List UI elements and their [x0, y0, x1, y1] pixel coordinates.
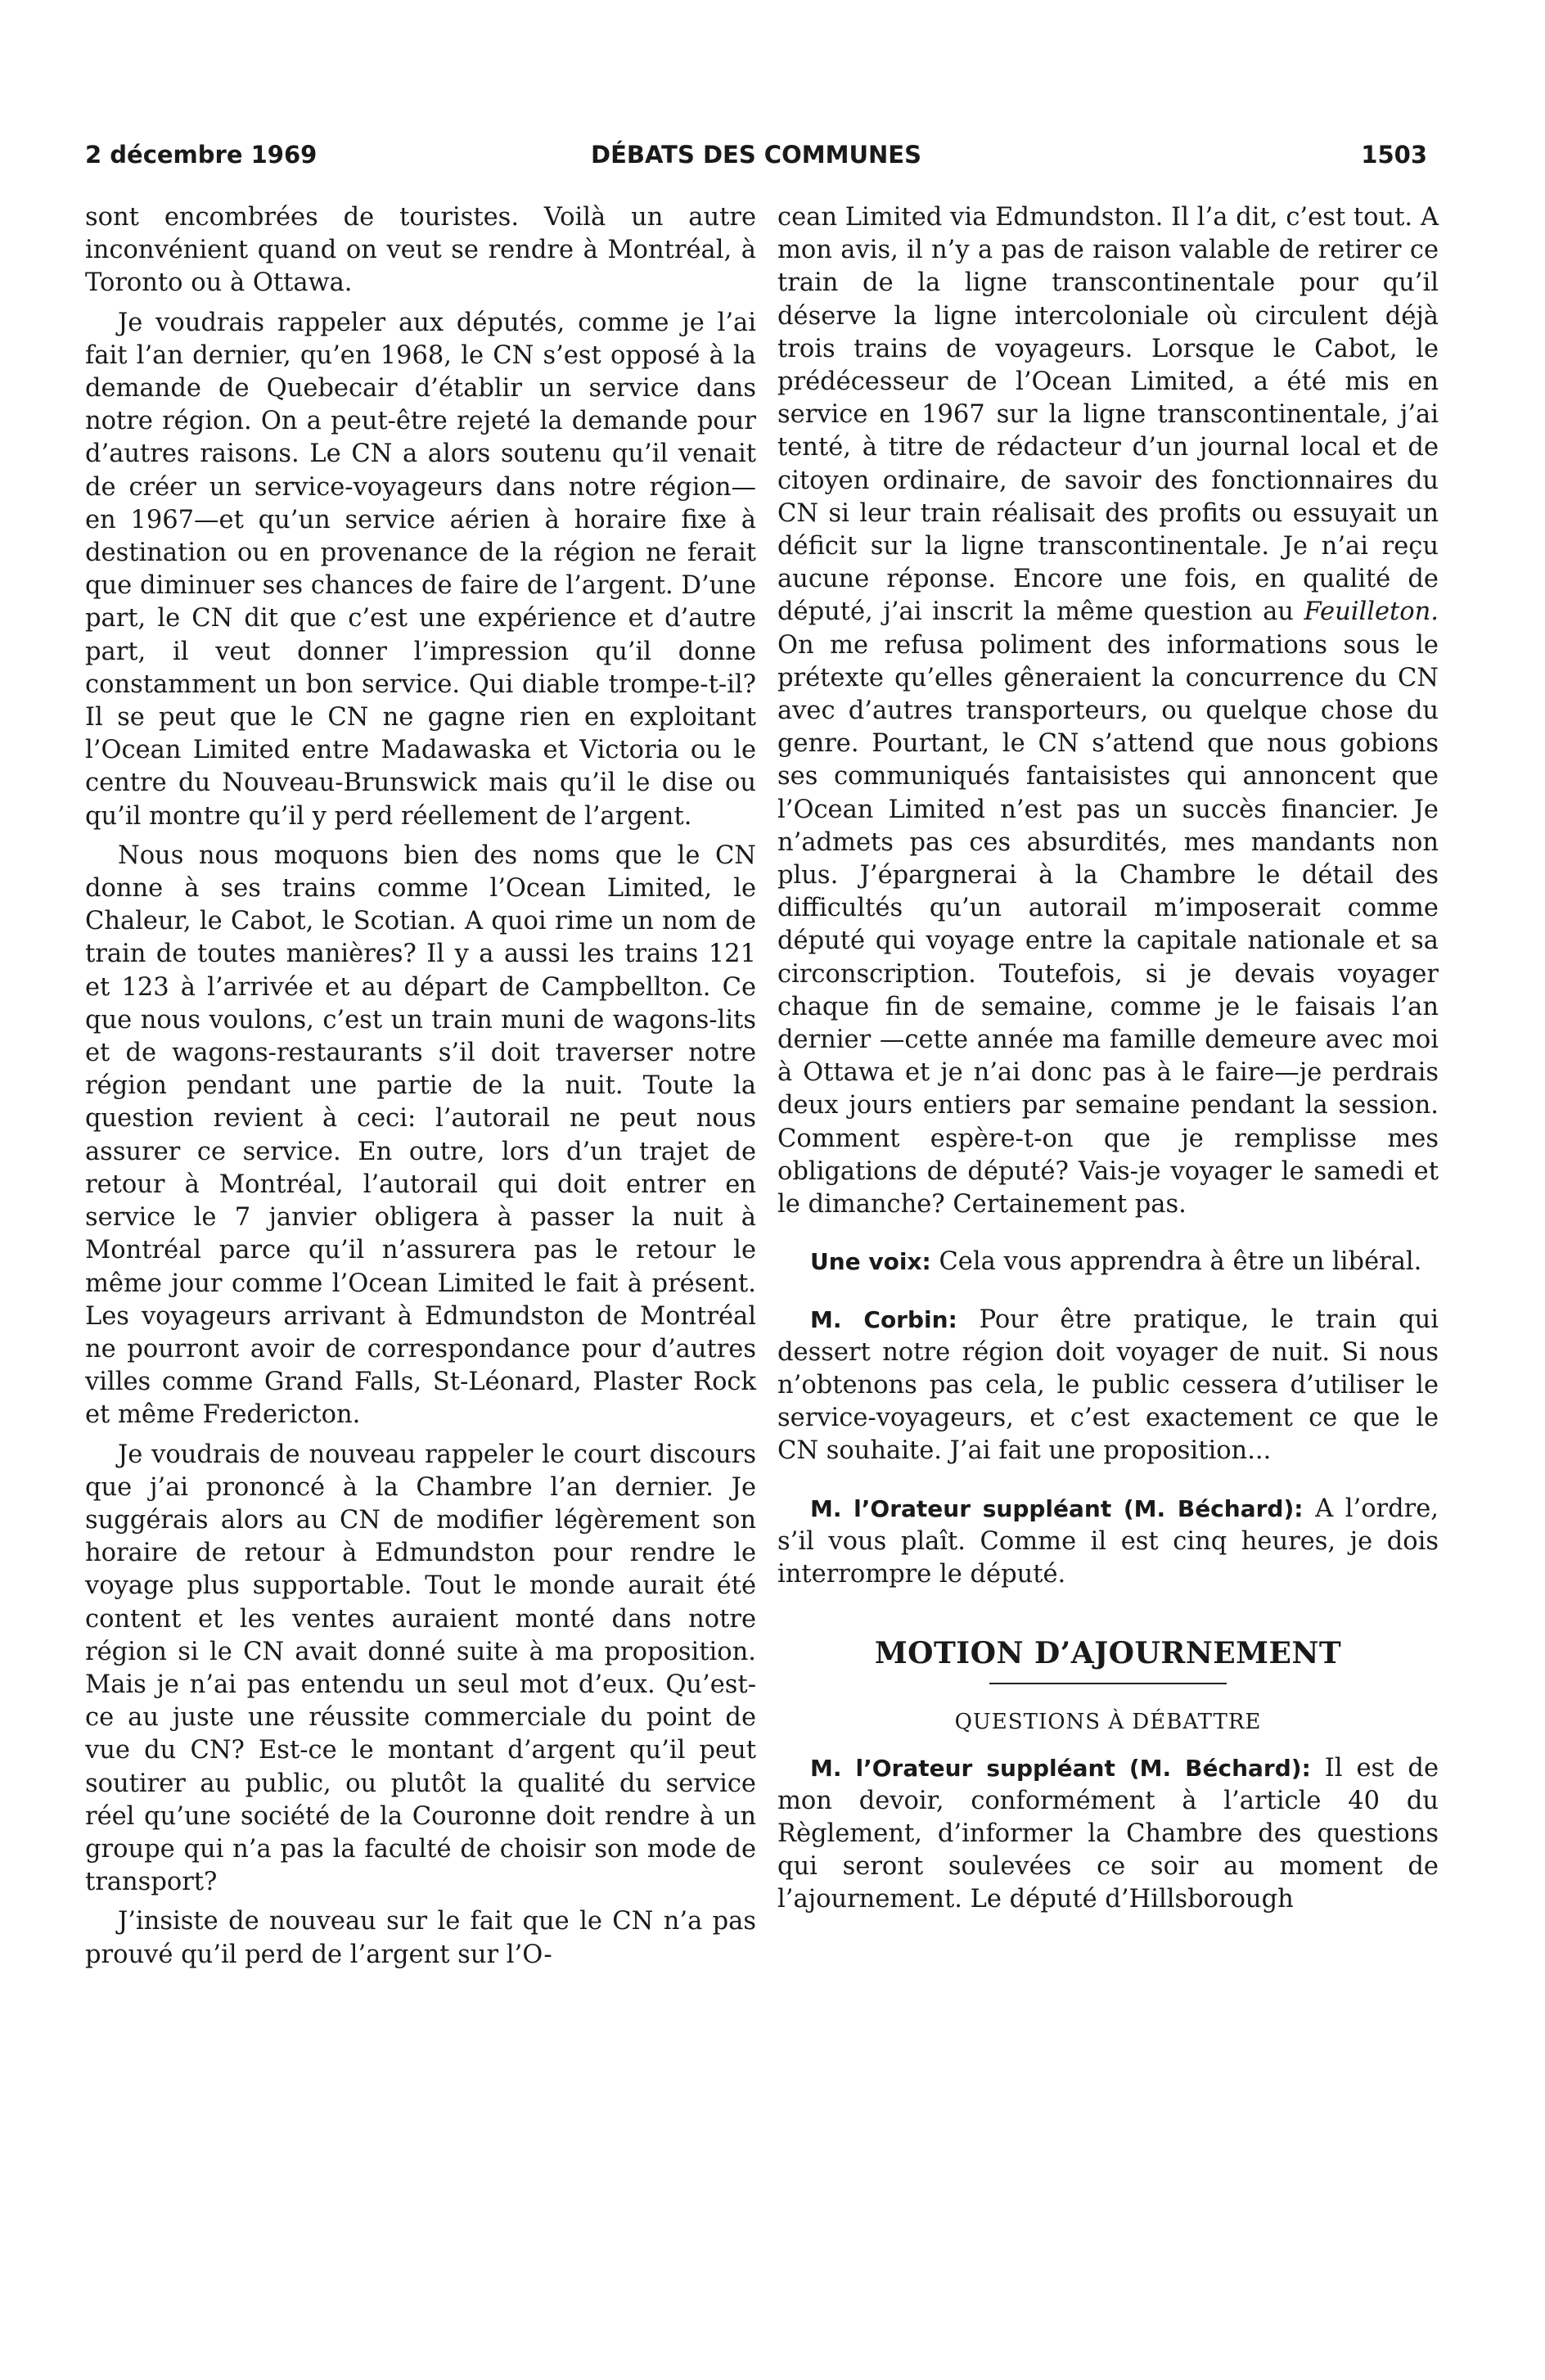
paragraph: J’insiste de nouveau sur le fait que le CN n’a pas prouvé qu’il perd de l’argent sur l’O-: [85, 1907, 756, 1969]
paragraph-text: On me refusa poliment des informations sous le prétexte qu’elles gêneraient la concurrence du CN avec d’autres transporteurs, ou quelque chose du genre. Pourtant, le CN s’attend que nous gobions ses communiqués fantaisistes qui annoncent que l’Ocean Limited n’est pas un succès financier. Je n’admets pas ces absurdités, mes mandants non plus. J’épargnerai à la Chambre le détail des difficultés qu’un autorail m’imposerait comme député qui voyage entre la capitale nationale et sa circonscription. Toutefois, si je devais voyager chaque fin de semaine, comme je le faisais l’an dernier —cette année ma famille demeure avec moi à Ottawa et je n’ai donc pas à le faire—je perdrais deux jours entiers par semaine pendant la session. Comment espère-t-on que je remplisse mes obligations de député? Vais-je voyager le samedi et le dimanche? Certainement pas.: [777, 630, 1439, 1219]
header-date: 2 décembre 1969: [85, 141, 318, 169]
header-title: DÉBATS DES COMMUNES: [591, 141, 921, 169]
speaker-name: M. l’Orateur suppléant (M. Béchard):: [810, 1494, 1304, 1522]
paragraph: Je voudrais de nouveau rappeler le court discours que j’ai prononcé à la Chambre l’an dernier. Je suggérais alors au CN de modifier légèrement son horaire de retour à Edmundston pour rendre le voyage plus supportable. Tout le monde aurait été content et les ventes auraient monté dans notre région si le CN avait donné suite à ma proposition. Mais je n’ai pas entendu un seul mot d’eux. Qu’est-ce au juste une réussite commerciale du point de vue du CN? Est-ce le montant d’argent qu’il peut soutirer au public, ou plutôt la qualité du service réel qu’une société de la Couronne doit rendre à un groupe qui n’a pas la faculté de choisir son mode de transport?: [85, 1440, 756, 1897]
subheading: QUESTIONS À DÉBATTRE: [954, 1710, 1262, 1735]
motion-heading: MOTION D’AJOURNEMENT: [874, 1636, 1342, 1671]
speech: [777, 1246, 1439, 1278]
speech-text: Il est de mon devoir, conformément à l’article 40 du Règlement, d’informer la Chambre des questions qui seront soulevées ce soir au moment de l’ajournement. Le député d’Hillsborough: [777, 1753, 1439, 1914]
paragraph: sont encombrées de touristes. Voilà un autre inconvénient quand on veut se rendre à Montréal, à Toronto ou à Ottawa.: [85, 203, 756, 298]
paragraph-text: cean Limited via Edmundston. Il l’a dit, c’est tout. A mon avis, il n’y a pas de raison valable de retirer ce train de la ligne transcontinentale pour qu’il déserve la ligne intercoloniale où circulent déjà trois trains de voyageurs. Lorsque le Cabot, le prédécesseur de l’Ocean Limited, a été mis en service en 1967 sur la ligne transcontinentale, j’ai tenté, à titre de rédacteur d’un journal local et de citoyen ordinaire, de savoir des fonctionnaires du CN si leur train réalisait des profits ou essuyait un déficit sur la ligne transcontinentale. Je n’ai reçu aucune réponse. Encore une fois, en qualité de député, j’ai inscrit la même question au: [777, 203, 1439, 627]
paragraph: Je voudrais rappeler aux députés, comme je l’ai fait l’an dernier, qu’en 1968, le CN s’est opposé à la demande de Quebecair d’établir un service dans notre région. On a peut-être rejeté la demande pour d’autres raisons. Le CN a alors soutenu qu’il venait de créer un service-voyageurs dans notre région—en 1967—et qu’un service aérien à horaire fixe à destination ou en provenance de la région ne ferait que diminuer ses chances de faire de l’argent. D’une part, le CN dit que c’est une expérience et d’autre part, il veut donner l’impression qu’il donne constamment un bon service. Qui diable trompe-t-il? Il se peut que le CN ne gagne rien en exploitant l’Ocean Limited entre Madawaska et Victoria ou le centre du Nouveau-Brunswick mais qu’il le dise ou qu’il montre qu’il y perd réellement de l’argent.: [85, 308, 756, 831]
header-page-number: 1503: [1361, 141, 1427, 169]
speech: [777, 1752, 1439, 1917]
speech: [777, 1493, 1439, 1592]
speech-text: Cela vous apprendra à être un libéral.: [939, 1247, 1422, 1277]
speech-text: Pour être pratique, le train qui dessert notre région doit voyager de nuit. Si nous n’obtenons pas cela, le public cessera d’utiliser le service-voyageurs, et c’est exactement ce que le CN souhaite. J’ai fait une proposition...: [777, 1305, 1439, 1466]
speaker-name: M. l’Orateur suppléant (M. Béchard):: [810, 1754, 1311, 1782]
speaker-name: Une voix:: [810, 1248, 931, 1276]
speech-text: A l’ordre, s’il vous plaît. Comme il est cinq heures, je dois interrompre le député.: [777, 1494, 1439, 1589]
paragraph: Nous nous moquons bien des noms que le CN donne à ses trains comme l’Ocean Limited, le Chaleur, le Cabot, le Scotian. A quoi rime un nom de train de toutes manières? Il y a aussi les trains 121 et 123 à l’arrivée et au départ de Campbellton. Ce que nous voulons, c’est un train muni de wagons-lits et de wagons-restaurants s’il doit traverser notre région pendant une partie de la nuit. Toute la question revient à ceci: l’autorail ne peut nous assurer ce service. En outre, lors d’un trajet de retour à Montréal, l’autorail qui doit entrer en service le 7 janvier obligera à passer la nuit à Montréal parce qu’il n’assurera pas le retour le même jour comme l’Ocean Limited le fait à présent. Les voyageurs arrivant à Edmundston de Montréal ne pourront avoir de correspondance pour d’autres villes comme Grand Falls, St-Léonard, Plaster Rock et même Fredericton.: [85, 841, 756, 1430]
paragraph: [777, 201, 1439, 1221]
heading-rule: [989, 1683, 1227, 1684]
page-header: [85, 141, 1427, 177]
speaker-name: M. Corbin:: [810, 1305, 957, 1333]
right-column: [777, 201, 1439, 1923]
feuilleton-italic: Feuilleton.: [1304, 597, 1439, 627]
left-column: [85, 201, 756, 1978]
speech: [777, 1304, 1439, 1468]
